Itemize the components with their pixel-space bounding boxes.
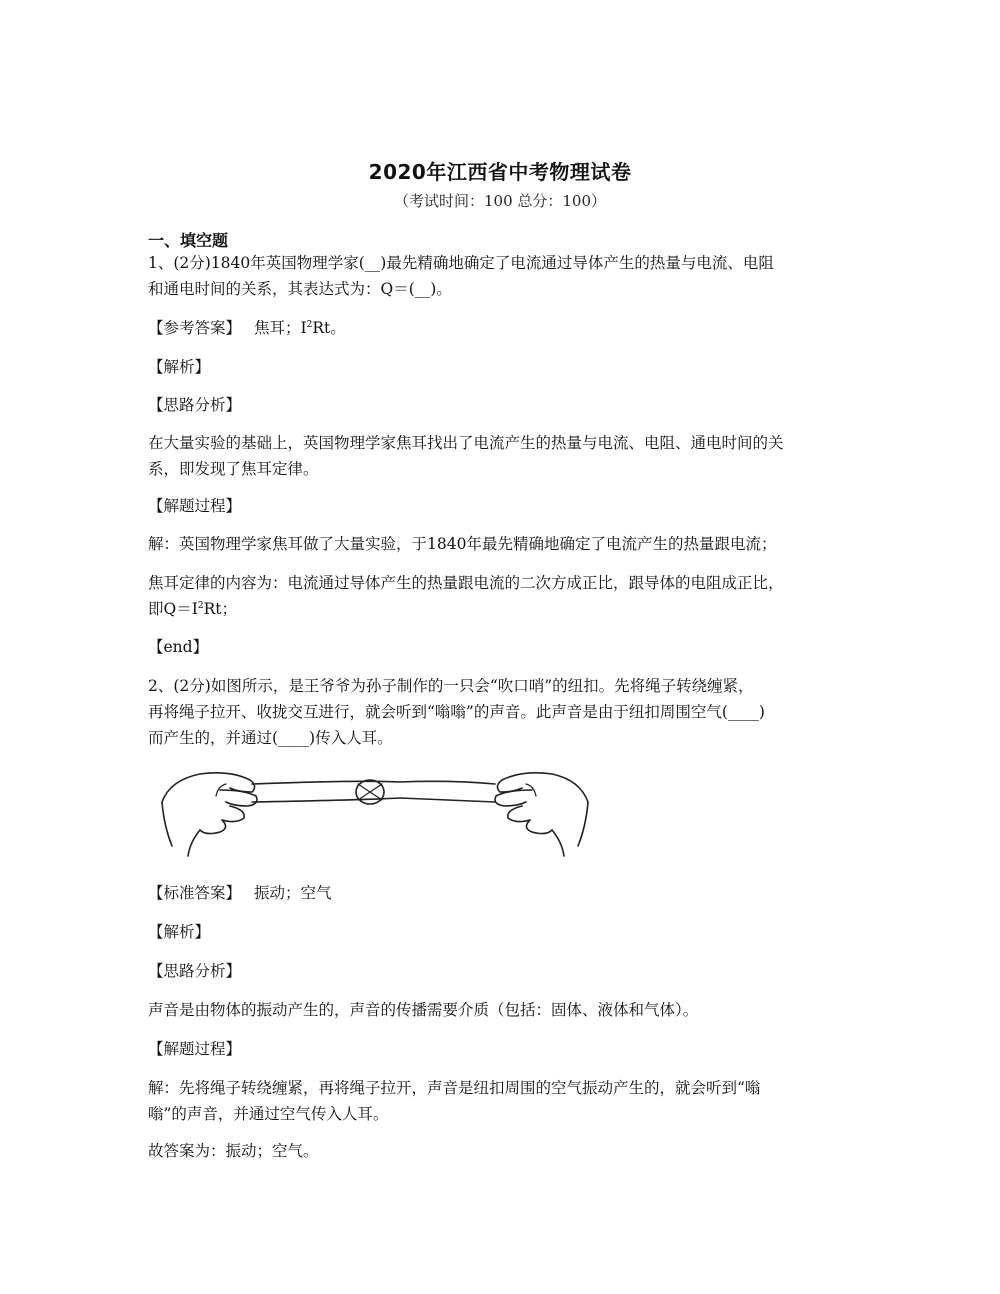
question-1-stem [148, 250, 860, 302]
jiexi-heading: 【解析】 [148, 923, 211, 941]
question-2-stem-line-3: 而产生的，并通过(____)传入人耳。 [148, 729, 393, 747]
answer-text: 焦耳；$I^2Rt$。 [253, 319, 346, 337]
left-hand [162, 773, 257, 856]
question-1-stem-line-2: 和通电时间的关系，其表达式为：Q＝(__)。 [148, 280, 452, 298]
right-hand [495, 773, 588, 856]
question-2-final-answer: 故答案为：振动；空气。 [148, 1142, 319, 1160]
process-line-2: 焦耳定律的内容为：电流通过导体产生的热量跟电流的二次方成正比，跟导体的电阻成正比， [148, 574, 784, 592]
question-2-process [148, 1075, 860, 1127]
string-bottom [252, 798, 495, 802]
silu-heading: 【思路分析】 [148, 396, 242, 414]
process-line-2: 嗡”的声音，并通过空气传入人耳。 [148, 1105, 389, 1123]
silu-heading: 【思路分析】 [148, 962, 242, 980]
question-1-analysis [148, 430, 860, 482]
section-heading: 一、填空题 [148, 231, 229, 250]
answer-tag: 【标准答案】 [148, 884, 242, 902]
question-2-stem-line-2: 再将绳子拉开、收拢交互进行，就会听到“嗡嗡”的声音。此声音是由于纽扣周围空气(____) [148, 703, 765, 721]
question-1-process-2 [148, 570, 860, 622]
process-line-1: 解：先将绳子转绕缠紧，再将绳子拉开，声音是纽扣周围的空气振动产生的，就会听到“嗡 [148, 1079, 761, 1097]
question-1-answer [148, 315, 346, 341]
question-1-stem-line-1: 1、(2分)1840年英国物理学家(__)最先精确地确定了电流通过导体产生的热量与电流、电阻 [148, 254, 774, 272]
question-2-answer [148, 880, 331, 906]
jiexi-heading: 【解析】 [148, 358, 211, 376]
guocheng-heading: 【解题过程】 [148, 1040, 242, 1058]
end-marker: 【end】 [148, 638, 209, 656]
answer-tag: 【参考答案】 [148, 319, 242, 337]
process-line-3: 即$Q=I^2Rt$； [148, 600, 237, 618]
guocheng-heading: 【解题过程】 [148, 497, 242, 515]
exam-info: （考试时间：100 总分：100） [393, 192, 607, 210]
button-whistle-figure [160, 762, 590, 858]
page-title: 2020年江西省中考物理试卷 [368, 160, 632, 184]
question-2-analysis: 声音是由物体的振动产生的，声音的传播需要介质（包括：固体、液体和气体）。 [148, 1001, 699, 1019]
string-top [252, 781, 495, 784]
analysis-line-2: 系，即发现了焦耳定律。 [148, 460, 319, 478]
analysis-line-1: 在大量实验的基础上，英国物理学家焦耳找出了电流产生的热量与电流、电阻、通电时间的关 [148, 434, 784, 452]
answer-text: 振动；空气 [253, 884, 332, 902]
question-2-stem-line-1: 2、(2分)如图所示，是王爷爷为孙子制作的一只会“吹口哨”的纽扣。先将绳子转绕缠紧， [148, 677, 754, 695]
question-1-process-1: 解：英国物理学家焦耳做了大量实验，于1840年最先精确地确定了电流产生的热量跟电流； [148, 535, 777, 553]
question-2-stem [148, 673, 860, 751]
